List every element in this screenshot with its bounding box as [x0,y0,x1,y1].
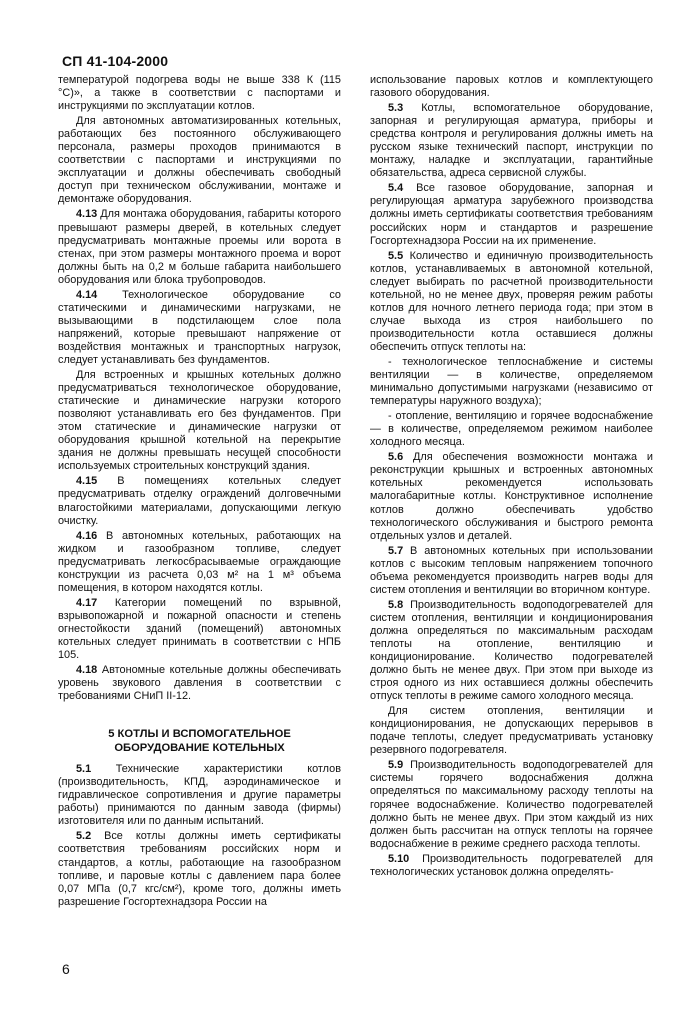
clause-text: Категории помещений по взрывной, взрывопожарной и пожарной опасности и степень огнестойкости зданий (помещений) автономных котельных следует принимать в соответствии с НПБ 105. [58,596,341,662]
clause-text: Все котлы должны иметь сертификаты соответствия требованиям российских норм и стандартов, а котлы, работающие на газообразном топливе, и паровые котлы с давлением пара более 0,07 МПа (0,7 кгс/см²), кроме того, должны иметь разрешение Госгортехнадзора России на [58,830,341,908]
clause-text: Для обеспечения возможности монтажа и реконструкции крышных и встроенных автономных котельных рекомендуется использовать малогабаритные котлы. Конструктивное исполнение котлов должно обеспечивать удобство технологического обслуживания и быстрого ремонта отдельных узлов и деталей. [370,451,653,542]
clause-text: Производительность водоподогревателей для системы горячего водоснабжения должна определяться по максимальному расходу теплоты на горячее водоснабжение. Количество подогревателей должно быть не менее двух. При этом каждый из них должен быть рассчитан на отпуск теплоты на горячее водоснабжение в режиме среднего расхода теплоты. [370,759,653,850]
paragraph: Для автономных автоматизированных котельных, работающих без постоянного обслуживающего персонала, размеры проходов принимаются в соответствии с паспортами и инструкциями по эксплуатации и должны обеспечивать свободный доступ при техническом обслуживании, монтаже и демонтаже оборудования. [58,115,341,206]
right-column [370,74,653,881]
list-item: - отопление, вентиляцию и горячее водоснабжение — в количестве, определяемом режимом наиболее холодного месяца. [370,410,653,449]
clause-5-1 [58,763,341,828]
clause-4-18 [58,664,341,703]
clause-5-10 [370,853,653,879]
clause-number: 4.17 [76,596,98,609]
clause-text: В автономных котельных, работающих на жидком и газообразном топливе, следует предусматривать легкосбрасываемые ограждающие конструкции из расчета 0,03 м² на 1 м³ объема помещения, в котором находятся котлы. [58,529,341,594]
paragraph: Для встроенных и крышных котельных должно предусматриваться технологическое оборудование, статические и динамические нагрузки которого позволяют устанавливать его без фундаментов. При этом статические и динамические нагрузки от оборудования крышной котельной на перекрытие здания не должны превышать несущей способности используемых строительных конструкций здания. [58,369,341,473]
clause-number: 5.6 [388,451,404,464]
clause-5-8 [370,599,653,703]
clause-5-9 [370,759,653,850]
clause-5-7 [370,545,653,597]
clause-number: 5.7 [388,544,404,557]
clause-number: 5.1 [76,763,92,776]
clause-number: 5.5 [388,249,404,262]
clause-text: Все газовое оборудование, запорная и регулирующая арматура зарубежного производства должны иметь сертификаты соответствия требованиям российских норм и стандартов и разрешение Госгортехнадзора России на их применение. [370,182,653,247]
clause-number: 5.2 [76,830,92,843]
paragraph: Для систем отопления, вентиляции и кондиционирования, не допускающих перерывов в подаче теплоты, следует предусматривать установку резервного подогревателя. [370,705,653,757]
clause-number: 5.8 [388,598,404,611]
clause-number: 5.9 [388,759,404,772]
clause-5-5 [370,250,653,354]
clause-4-14 [58,289,341,367]
section-title-line: 5 КОТЛЫ И ВСПОМОГАТЕЛЬНОЕ [108,728,291,741]
clause-number: 4.14 [76,288,98,301]
section-title-line: ОБОРУДОВАНИЕ КОТЕЛЬНЫХ [114,742,285,755]
clause-5-2 [58,830,341,908]
clause-text: Автономные котельные должны обеспечивать уровень звукового давления в соответствии с требованиями СНиП II-12. [58,664,341,703]
document-code: СП 41-104-2000 [62,53,169,69]
clause-number: 5.10 [388,852,410,865]
clause-number: 4.13 [76,208,98,221]
paragraph: температурой подогрева воды не выше 338 К (115 °С)», а также в соответствии с паспортами и инструкциями по эксплуатации котлов. [58,74,341,113]
clause-4-16 [58,530,341,595]
left-column [58,74,341,911]
clause-4-15 [58,475,341,527]
clause-text: В помещениях котельных следует предусматривать отделку ограждений долговечными влагостойкими материалами, допускающими легкую очистку. [58,475,341,527]
clause-text: Количество и единичную производительность котлов, устанавливаемых в автономной котельной, следует выбирать по расчетной производительности котельной, но не менее двух, проверяя режим работы котлов для ночного летнего периода года; при этом в случае выхода из строя наибольшего по производительности котла оставшиеся должны обеспечить отпуск теплоты на: [370,249,653,353]
clause-number: 4.15 [76,475,98,488]
clause-number: 4.18 [76,664,98,677]
page-number: 6 [62,961,70,977]
section-title [58,727,341,755]
clause-5-4 [370,182,653,247]
paragraph: использование паровых котлов и комплектующего газового оборудования. [370,74,653,100]
clause-4-13 [58,208,341,286]
clause-text: Котлы, вспомогательное оборудование, запорная и регулирующая арматура, приборы и средства контроля и регулирования должны иметь на русском языке технический паспорт, инструкции по монтажу, наладке и эксплуатации, гарантийные обязательства, адреса сервисной службы. [370,102,653,180]
clause-4-17 [58,597,341,662]
clause-text: Технические характеристики котлов (производительность, КПД, аэродинамическое и гидравлическое сопротивления и другие параметры работы) принимаются по данным завода (фирмы) изготовителя или по данным испытаний. [58,763,341,828]
clause-number: 4.16 [76,529,98,542]
clause-text: Производительность подогревателей для технологических установок должна определять- [370,852,653,878]
clause-number: 5.3 [388,102,404,115]
clause-text: Технологическое оборудование со статическими и динамическими нагрузками, не вызывающими в подстилающем слое пола напряжений, которые превышают напряжение от воздействия монтажных и транспортных нагрузок, следует устанавливать без фундаментов. [58,288,341,366]
clause-text: В автономных котельных при использовании котлов с высоким тепловым напряжением топочного объема рекомендуется производить нагрев воды для систем отопления и вентиляции во вторичном контуре. [370,544,653,596]
clause-5-6 [370,451,653,542]
clause-number: 5.4 [388,182,404,195]
list-item: - технологическое теплоснабжение и системы вентиляции — в количестве, определяемом минимально допустимыми нагрузками (независимо от температуры наружного воздуха); [370,355,653,408]
clause-5-3 [370,102,653,180]
clause-text: Производительность водоподогревателей для систем отопления, вентиляции и кондиционирования должна определяться по максимальным расходам теплоты на отопление, вентиляцию и кондиционирование. Количество подогревателей должно быть не менее двух. При этом при выходе из строя одного из них оставшиеся должны обеспечить отпуск теплоты в режиме самого холодного месяца. [370,598,653,703]
clause-text: Для монтажа оборудования, габариты которого превышают размеры дверей, в котельных следует предусматривать монтажные проемы или ворота в стенах, при этом размеры монтажного проема и ворот должны быть на 0,2 м больше габарита наибольшего оборудования или блока трубопроводов. [58,208,341,286]
